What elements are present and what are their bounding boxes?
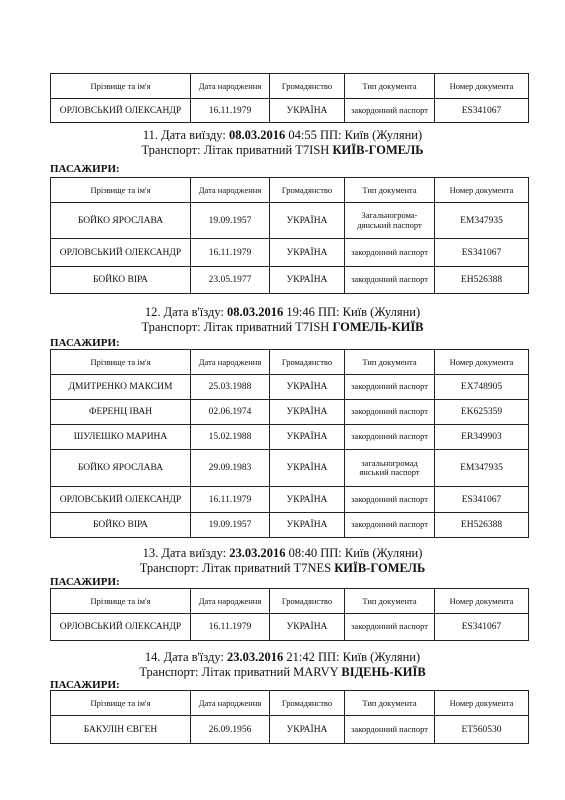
table-row bbox=[51, 450, 529, 487]
flight-14-transport: Транспорт: Літак приватний MARVY bbox=[139, 665, 342, 679]
cell-birth: 19.09.1957 bbox=[191, 513, 270, 538]
table-row bbox=[51, 425, 529, 450]
cell-doc-type: закордонний паспорт bbox=[345, 99, 435, 123]
cell-name: ОРЛОВСЬКИЙ ОЛЕКСАНДР bbox=[51, 487, 191, 513]
passengers-label: ПАСАЖИРИ: bbox=[50, 679, 120, 691]
col-header-birth: Дата народження bbox=[191, 74, 270, 99]
col-header-name: Прізвище та ім'я bbox=[51, 350, 191, 375]
cell-citizenship: УКРАЇНА bbox=[270, 375, 345, 400]
cell-citizenship: УКРАЇНА bbox=[270, 450, 345, 487]
cell-doc-type: Загальногрома-дянський паспорт bbox=[345, 203, 435, 239]
cell-doc-type: закордонний паспорт bbox=[345, 400, 435, 425]
table-header-row bbox=[51, 691, 529, 716]
cell-doc-type: закордонний паспорт bbox=[345, 267, 435, 294]
cell-doc-number: ES341067 bbox=[435, 614, 529, 641]
cell-name: БОЙКО ВІРА bbox=[51, 513, 191, 538]
cell-doc-number: ET560530 bbox=[435, 716, 529, 744]
cell-citizenship: УКРАЇНА bbox=[270, 716, 345, 744]
cell-name: БОЙКО ЯРОСЛАВА bbox=[51, 450, 191, 487]
flight-12-transport: Транспорт: Літак приватний T7ISH bbox=[141, 320, 333, 334]
col-header-citizenship: Громадянство bbox=[270, 350, 345, 375]
cell-doc-number: ES341067 bbox=[435, 487, 529, 513]
flight-12-heading bbox=[0, 305, 565, 335]
flight-12-line1-label: 12. Дата в'їзду: bbox=[144, 305, 228, 319]
cell-doc-type: закордонний паспорт bbox=[345, 716, 435, 744]
col-header-citizenship: Громадянство bbox=[270, 691, 345, 716]
cell-citizenship: УКРАЇНА bbox=[270, 614, 345, 641]
cell-citizenship: УКРАЇНА bbox=[270, 400, 345, 425]
col-header-birth: Дата народження bbox=[191, 350, 270, 375]
flight-14-date: 23.03.2016 bbox=[227, 650, 284, 664]
cell-birth: 16.11.1979 bbox=[191, 239, 270, 267]
col-header-birth: Дата народження bbox=[191, 178, 270, 203]
passengers-label: ПАСАЖИРИ: bbox=[50, 576, 120, 588]
cell-doc-type: закордонний паспорт bbox=[345, 487, 435, 513]
flight-12-route: ГОМЕЛЬ-КИЇВ bbox=[332, 320, 424, 334]
cell-doc-number: EM347935 bbox=[435, 203, 529, 239]
cell-birth: 02.06.1974 bbox=[191, 400, 270, 425]
cell-doc-type: закордонний паспорт bbox=[345, 425, 435, 450]
col-header-citizenship: Громадянство bbox=[270, 178, 345, 203]
cell-doc-type: закордонний паспорт bbox=[345, 239, 435, 267]
col-header-doc-number: Номер документа bbox=[435, 691, 529, 716]
table-row bbox=[51, 267, 529, 294]
cell-birth: 23.05.1977 bbox=[191, 267, 270, 294]
flight-11-date: 08.03.2016 bbox=[229, 128, 286, 142]
flight-14-line1-label: 14. Дата в'їзду: bbox=[144, 650, 228, 664]
cell-doc-type: закордонний паспорт bbox=[345, 375, 435, 400]
flight-13-heading bbox=[0, 546, 565, 576]
passenger-table-flight-12 bbox=[50, 349, 529, 538]
flight-13-transport: Транспорт: Літак приватний T7NES bbox=[139, 561, 335, 575]
cell-citizenship: УКРАЇНА bbox=[270, 425, 345, 450]
cell-doc-type: загальногромад янський паспорт bbox=[345, 450, 435, 487]
cell-name: БОЙКО ВІРА bbox=[51, 267, 191, 294]
cell-citizenship: УКРАЇНА bbox=[270, 513, 345, 538]
col-header-doc-number: Номер документа bbox=[435, 589, 529, 614]
cell-citizenship: УКРАЇНА bbox=[270, 487, 345, 513]
cell-citizenship: УКРАЇНА bbox=[270, 203, 345, 239]
cell-doc-type: закордонний паспорт bbox=[345, 614, 435, 641]
cell-name: ШУЛЕШКО МАРИНА bbox=[51, 425, 191, 450]
cell-name: ФЕРЕНЦ ІВАН bbox=[51, 400, 191, 425]
passenger-table-flight-13 bbox=[50, 588, 529, 641]
cell-name: БАКУЛІН ЄВГЕН bbox=[51, 716, 191, 744]
flight-11-transport: Транспорт: Літак приватний T7ISH bbox=[141, 143, 333, 157]
cell-doc-number: EH526388 bbox=[435, 267, 529, 294]
cell-birth: 19.09.1957 bbox=[191, 203, 270, 239]
passengers-label: ПАСАЖИРИ: bbox=[50, 337, 120, 349]
flight-12-time-place: 19:46 ПП: Київ (Жуляни) bbox=[283, 305, 421, 319]
col-header-doc-type: Тип документа bbox=[345, 691, 435, 716]
col-header-citizenship: Громадянство bbox=[270, 74, 345, 99]
flight-14-time-place: 21:42 ПП: Київ (Жуляни) bbox=[283, 650, 421, 664]
cell-birth: 26.09.1956 bbox=[191, 716, 270, 744]
cell-doc-number: ES341067 bbox=[435, 99, 529, 123]
passenger-table-flight-11 bbox=[50, 177, 529, 294]
cell-name: ОРЛОВСЬКИЙ ОЛЕКСАНДР bbox=[51, 239, 191, 267]
flight-13-route: КИЇВ-ГОМЕЛЬ bbox=[334, 561, 426, 575]
cell-citizenship: УКРАЇНА bbox=[270, 99, 345, 123]
cell-birth: 29.09.1983 bbox=[191, 450, 270, 487]
col-header-name: Прізвище та ім'я bbox=[51, 589, 191, 614]
table-row bbox=[51, 400, 529, 425]
col-header-doc-number: Номер документа bbox=[435, 178, 529, 203]
table-header-row bbox=[51, 350, 529, 375]
cell-doc-number: EX748905 bbox=[435, 375, 529, 400]
table-header-row bbox=[51, 589, 529, 614]
flight-11-time-place: 04:55 ПП: Київ (Жуляни) bbox=[285, 128, 423, 142]
table-row bbox=[51, 513, 529, 538]
flight-13-time-place: 08:40 ПП: Київ (Жуляни) bbox=[285, 546, 423, 560]
table-row bbox=[51, 614, 529, 641]
flight-11-line1-label: 11. Дата виїзду: bbox=[142, 128, 229, 142]
col-header-name: Прізвище та ім'я bbox=[51, 691, 191, 716]
col-header-name: Прізвище та ім'я bbox=[51, 178, 191, 203]
cell-birth: 25.03.1988 bbox=[191, 375, 270, 400]
cell-doc-number: ER349903 bbox=[435, 425, 529, 450]
cell-doc-number: ES341067 bbox=[435, 239, 529, 267]
cell-birth: 15.02.1988 bbox=[191, 425, 270, 450]
cell-name: ДМИТРЕНКО МАКСИМ bbox=[51, 375, 191, 400]
passenger-table-flight-14 bbox=[50, 690, 529, 744]
cell-birth: 16.11.1979 bbox=[191, 487, 270, 513]
cell-doc-number: EM347935 bbox=[435, 450, 529, 487]
col-header-birth: Дата народження bbox=[191, 589, 270, 614]
table-row bbox=[51, 375, 529, 400]
cell-birth: 16.11.1979 bbox=[191, 99, 270, 123]
cell-citizenship: УКРАЇНА bbox=[270, 267, 345, 294]
cell-doc-number: EK625359 bbox=[435, 400, 529, 425]
table-header-row bbox=[51, 178, 529, 203]
col-header-doc-type: Тип документа bbox=[345, 589, 435, 614]
cell-citizenship: УКРАЇНА bbox=[270, 239, 345, 267]
col-header-doc-type: Тип документа bbox=[345, 350, 435, 375]
flight-13-line1-label: 13. Дата виїзду: bbox=[142, 546, 230, 560]
cell-birth: 16.11.1979 bbox=[191, 614, 270, 641]
cell-name: ОРЛОВСЬКИЙ ОЛЕКСАНДР bbox=[51, 99, 191, 123]
flight-13-date: 23.03.2016 bbox=[229, 546, 286, 560]
flight-14-route: ВІДЕНЬ-КИЇВ bbox=[341, 665, 426, 679]
table-row bbox=[51, 487, 529, 513]
col-header-citizenship: Громадянство bbox=[270, 589, 345, 614]
col-header-doc-type: Тип документа bbox=[345, 178, 435, 203]
flight-14-heading bbox=[0, 650, 565, 680]
col-header-name: Прізвище та ім'я bbox=[51, 74, 191, 99]
flight-11-heading bbox=[0, 128, 565, 158]
passengers-label: ПАСАЖИРИ: bbox=[50, 163, 120, 175]
col-header-birth: Дата народження bbox=[191, 691, 270, 716]
table-row bbox=[51, 239, 529, 267]
col-header-doc-type: Тип документа bbox=[345, 74, 435, 99]
col-header-doc-number: Номер документа bbox=[435, 350, 529, 375]
table-row bbox=[51, 99, 529, 123]
col-header-doc-number: Номер документа bbox=[435, 74, 529, 99]
flight-12-date: 08.03.2016 bbox=[227, 305, 284, 319]
flight-11-route: КИЇВ-ГОМЕЛЬ bbox=[332, 143, 424, 157]
passenger-table-continued bbox=[50, 73, 529, 123]
cell-doc-type: закордонний паспорт bbox=[345, 513, 435, 538]
cell-name: БОЙКО ЯРОСЛАВА bbox=[51, 203, 191, 239]
cell-name: ОРЛОВСЬКИЙ ОЛЕКСАНДР bbox=[51, 614, 191, 641]
cell-doc-number: EH526388 bbox=[435, 513, 529, 538]
table-row bbox=[51, 203, 529, 239]
table-row bbox=[51, 716, 529, 744]
table-header-row bbox=[51, 74, 529, 99]
